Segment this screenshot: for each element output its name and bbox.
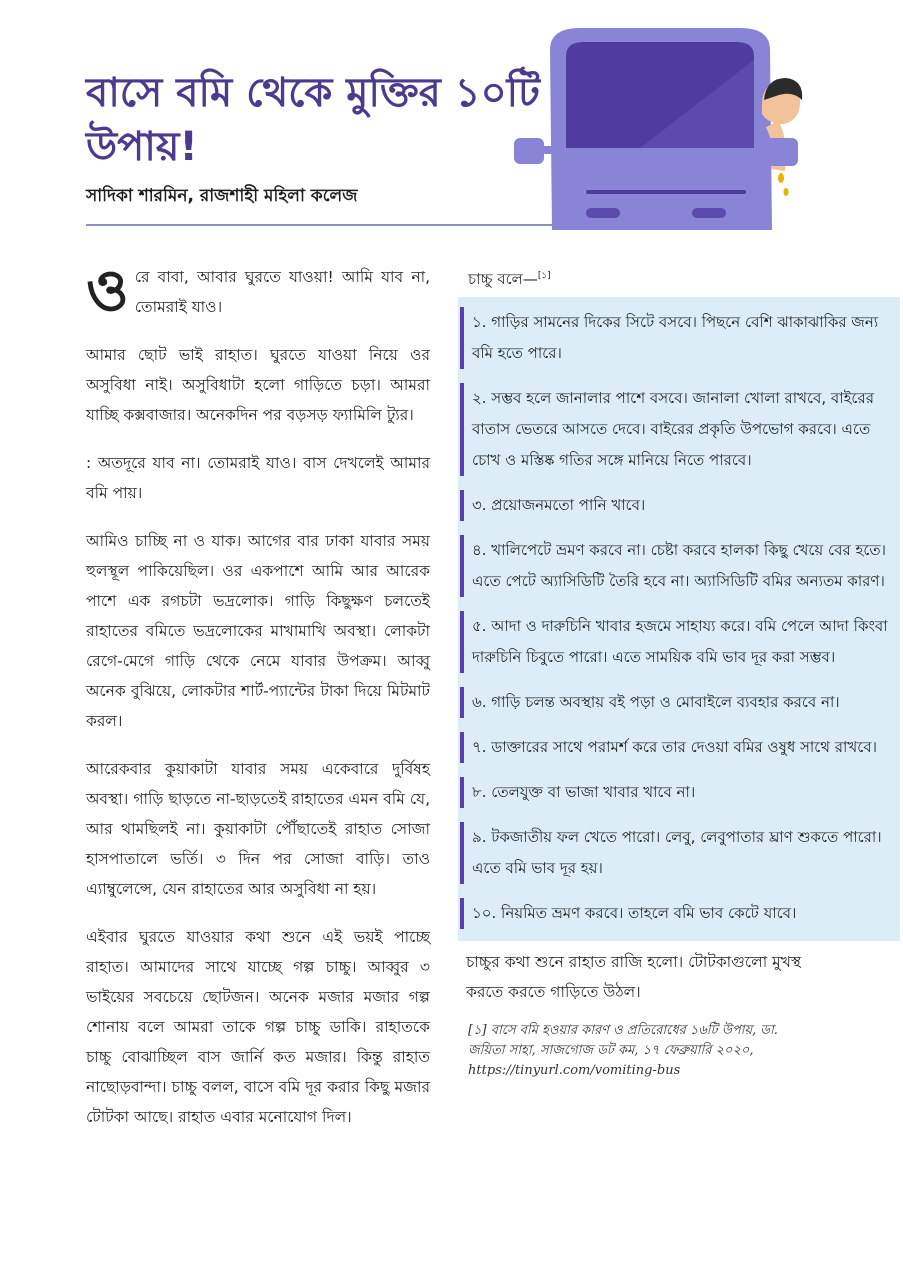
story-paragraph: আমিও চাচ্ছি না ও যাক। আগের বার ঢাকা যাবার সময় হুলস্থূল পাকিয়েছিল। ওর একপাশে আমি আর আরেক পাশে এক রগচটা ভদ্রলোক। গাড়ি কিছুক্ষণ চলতেই রাহাতের বমিতে ভদ্রলোকের মাখামাখি অবস্থা। লোকটা রেগে-মেগে গাড়ি থেকে নেমে যাবার উপক্রম। আব্বু অনেক বুঝিয়ে, লোকটার শার্ট-প্যান্টের টাকা দিয়ে মিটমাট করল। xyxy=(86,532,430,730)
author-byline: সাদিকা শারমিন, রাজশাহী মহিলা কলেজ xyxy=(86,186,358,206)
bus-headlight-left xyxy=(586,208,620,218)
tip-item: ৭. ডাক্তারের সাথে পরামর্শ করে তার দেওয়া বমির ওষুধ সাথে রাখবে। xyxy=(460,732,900,763)
footnote-text: বাসে বমি হওয়ার কারণ ও প্রতিরোধের ১৬টি উপায়, ডা. জয়িতা সাহা, সাজগোজ ডট কম, ১৭ ফেব্রুয়ারি ২০২০, xyxy=(468,1023,778,1058)
tips-box xyxy=(458,297,900,941)
tip-item: ৬. গাড়ি চলন্ত অবস্থায় বই পড়া ও মোবাইলে ব্যবহার করবে না। xyxy=(460,687,900,718)
footnote-marker: [১] xyxy=(468,1023,487,1038)
drop-cap: ও xyxy=(86,256,129,324)
bus-mirror-right xyxy=(762,138,798,166)
tip-item: ২. সম্ভব হলে জানালার পাশে বসবে। জানালা খোলা রাখবে, বাইরের বাতাস ভেতরে আসতে দেবে। বাইরের প্রকৃতি উপভোগ করবে। এতে চোখ ও মস্তিষ্ক গতির সঙ্গে মানিয়ে নিতে পারবে। xyxy=(460,383,900,476)
tip-item: ৯. টকজাতীয় ফল খেতে পারো। লেবু, লেবুপাতার ঘ্রাণ শুকতে পারো। এতে বমি ভাব দূর হয়। xyxy=(460,822,900,884)
story-paragraph: আমার ছোট ভাই রাহাত। ঘুরতে যাওয়া নিয়ে ওর অসুবিধা নাই। অসুবিধাটা হলো গাড়িতে চড়া। আমরা যাচ্ছি কক্সবাজার। অনেকদিন পর বড়সড় ফ্যামিলি ট্যুর। xyxy=(86,346,430,424)
bus-grille xyxy=(586,190,746,194)
tip-item: ৮. তেলযুক্ত বা ভাজা খাবার খাবে না। xyxy=(460,777,900,808)
tip-item: ৪. খালিপেটে ভ্রমণ করবে না। চেষ্টা করবে হালকা কিছু খেয়ে বের হতে। এতে পেটে অ্যাসিডিটি তৈরি হবে না। অ্যাসিডিটি বমির অন্যতম কারণ। xyxy=(460,535,900,597)
story-paragraph: : অতদূরে যাব না। তোমরাই যাও। বাস দেখলেই আমার বমি পায়। xyxy=(86,454,430,502)
footnote xyxy=(468,1021,818,1081)
tip-item: ১০. নিয়মিত ভ্রমণ করবে। তাহলে বমি ভাব কেটে যাবে। xyxy=(460,898,900,929)
page-title: বাসে বমি থেকে মুক্তির ১০টি উপায়! xyxy=(86,70,540,170)
story-conclusion: চাচ্চুর কথা শুনে রাহাত রাজি হলো। টোটকাগুলো মুখস্থ করতে করতে গাড়িতে উঠল। xyxy=(466,953,802,1001)
bus-mirror-left xyxy=(514,138,544,164)
story-paragraph: ওরে বাবা, আবার ঘুরতে যাওয়া! আমি যাব না, তোমরাই যাও। xyxy=(86,256,430,324)
tip-item: ৩. প্রয়োজনমতো পানি খাবে। xyxy=(460,490,900,521)
bus-illustration xyxy=(500,20,820,230)
bus-headlight-right xyxy=(692,208,726,218)
header-divider xyxy=(86,224,556,226)
tips-intro: চাচ্চু বলে—[১] xyxy=(468,270,551,288)
tips-column xyxy=(458,262,888,1081)
footnote-ref: [১] xyxy=(537,271,551,281)
story-paragraph: এইবার ঘুরতে যাওয়ার কথা শুনে এই ভয়ই পাচ্ছে রাহাত। আমাদের সাথে যাচ্ছে গল্প চাচ্চু। আব্বুর ৩ ভাইয়ের সবচেয়ে ছোটজন। অনেক মজার মজার গল্প শোনায় বলে আমরা তাকে গল্প চাচ্চু ডাকি। রাহাতকে চাচ্চু বোঝাচ্ছিল বাস জার্নি কত মজার। কিন্তু রাহাত নাছোড়বান্দা। চাচ্চু বলল, বাসে বমি দূর করার কিছু মজার টোটকা আছে। রাহাত এবার মনোযোগ দিল। xyxy=(86,928,430,1126)
story-paragraph: আরেকবার কুয়াকাটা যাবার সময় একেবারে দুর্বিষহ অবস্থা। গাড়ি ছাড়তে না-ছাড়তেই রাহাতের এমন বমি যে, আর থামছিলই না। কুয়াকাটা পৌঁছাতেই রাহাত সোজা হাসপাতালে ভর্তি। ৩ দিন পর সোজা বাড়ি। তাও এ্যাম্বুলেন্সে, যেন রাহাতের আর অসুবিধা না হয়। xyxy=(86,760,430,898)
tip-item: ৫. আদা ও দারুচিনি খাবার হজমে সাহায্য করে। বমি পেলে আদা কিংবা দারুচিনি চিবুতে পারো। এতে সাময়িক বমি ভাব দূর করা সম্ভব। xyxy=(460,611,900,673)
footnote-url: https://tinyurl.com/vomiting-bus xyxy=(468,1063,681,1078)
tip-item: ১. গাড়ির সামনের দিকের সিটে বসবে। পিছনে বেশি ঝাকাঝাকির জন্য বমি হতে পারে। xyxy=(460,307,900,369)
story-column xyxy=(86,256,430,1150)
